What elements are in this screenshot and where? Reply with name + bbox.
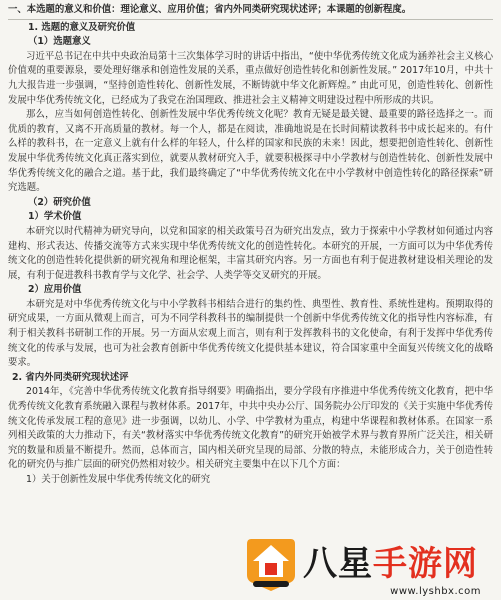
paragraph-4: 本研究是对中华优秀传统文化与中小学教科书相结合进行的集约性、典型性、教育性、系统性建构。预期取得的研究成果，一方面从微观上而言，可为不同学科教科书的编制提供一个创新中华优秀传统文化的指导性内容标准，有利于相关教科书研制工作的开展。另一方面从宏观上而言，则有利于发挥教科书的文化使命，有利于发挥中华优秀传统文化的传承与发展，也可为社会教育创新中华优秀传统文化提供基本建议，符合国家重中全面复兴传统文化的战略要求。	[8, 298, 493, 369]
paragraph-3: 本研究以时代精神为研究导向，以党和国家的相关政策号召为研究出发点，致力于探索中小学教材如何通过内容建构、形式表达、传播交流等方式来实现中华优秀传统文化的创造性转化。本研究的开展，一方面可以为中华优秀传统文化的创造性转化提供新的研究视角和理论框架，丰富其研究内容。另一方面也有利于促进教材建设相关理论的发展，有利于促进教科书教育学与文化学、社会学、人类学等交叉研究的开展。	[8, 225, 493, 281]
paragraph-5: 2014年，《完善中华优秀传统文化教育指导纲要》明确指出，要分学段有序推进中华优秀传统文化教育，把中华优秀传统文化教育系统融入课程与教材体系。2017年，中共中央办公厅、国务院办公厅印发的《关于实施中华优秀传统文化传承发展工程的意见》进一步强调，以幼儿、小学、中学教材为重点，构建中华课程和教材体系。在国家一系列相关政策的大力推动下，有关“教材落实中华优秀传统文化教育”的研究开始被学术界与教育界所广泛关注，相关研究的数量和质量不断提升。然而，总体而言，国内相关研究呈现的局部、分散的特点，未能形成合力，关于创造性转化的研究仍与推广层面的研究仍然相对较少。相关研究主要集中在以下几个方面：	[8, 386, 493, 471]
section-2-title: 2. 省内外同类研究现状述评	[12, 371, 129, 383]
brand-name	[303, 545, 478, 583]
section-1-2-title: （2）研究价值	[28, 196, 91, 208]
section-1-title: 1. 选题的意义及研究价值	[28, 21, 136, 33]
paragraph-1: 习近平总书记在中共中央政治局第十三次集体学习时的讲话中指出，“使中华优秀传统文化成为涵养社会主义核心价值观的重要源泉，要处理好继承和创造性发展的关系，重点做好创造性转化和创新性发展。” 2017年10月，中共十九大报告进一步强调，“坚持创造性转化、创新性发展，不断铸就中华文化新辉煌。” 由此可见，创造性转化、创新性发展中华优秀传统文化，已经成为了我党在治国理政、推进社会主义精神文明建设过程中所形成的共识。	[8, 50, 493, 106]
paragraph-6: 1）关于创新性发展中华优秀传统文化的研究	[26, 474, 211, 485]
brand-name-part-2: 手游网	[373, 544, 478, 584]
brand-url: www.lyshbx.com	[390, 586, 481, 597]
brand-name-part-1: 八星	[303, 544, 373, 584]
divider	[8, 19, 493, 20]
paragraph-2: 那么，应当如何创造性转化、创新性发展中华优秀传统文化呢？教育无疑是最关键、最重要的路径选择之一。而优质的教育，又离不开高质量的教材。每一个人，都是在阅读，准确地说是在长时间精读教科书中成长起来的。有什么样的教科书，在一定意义上就有什么样的年轻人，什么样的国家和民族的未来！因此，想要把创造性转化、创新性发展中华优秀传统文化真正落实到位，就要从教材研究入手，就要积极探寻中小学教材与创造性转化、创新性发展中华优秀传统文化的融合之道。基于此，我们最终确定了“中华优秀传统文化在中小学教材中创造性转化的路径探索”研究选题。	[8, 109, 493, 194]
section-1-1-title: （1）选题意义	[28, 36, 91, 48]
section-heading: 一、本选题的意义和价值：理论意义、应用价值；省内外同类研究现状述评；本课题的创新程度。	[8, 4, 412, 15]
academic-value-title: 1）学术价值	[28, 211, 82, 223]
applied-value-title: 2）应用价值	[28, 284, 82, 296]
brand-logo-icon	[245, 535, 297, 593]
